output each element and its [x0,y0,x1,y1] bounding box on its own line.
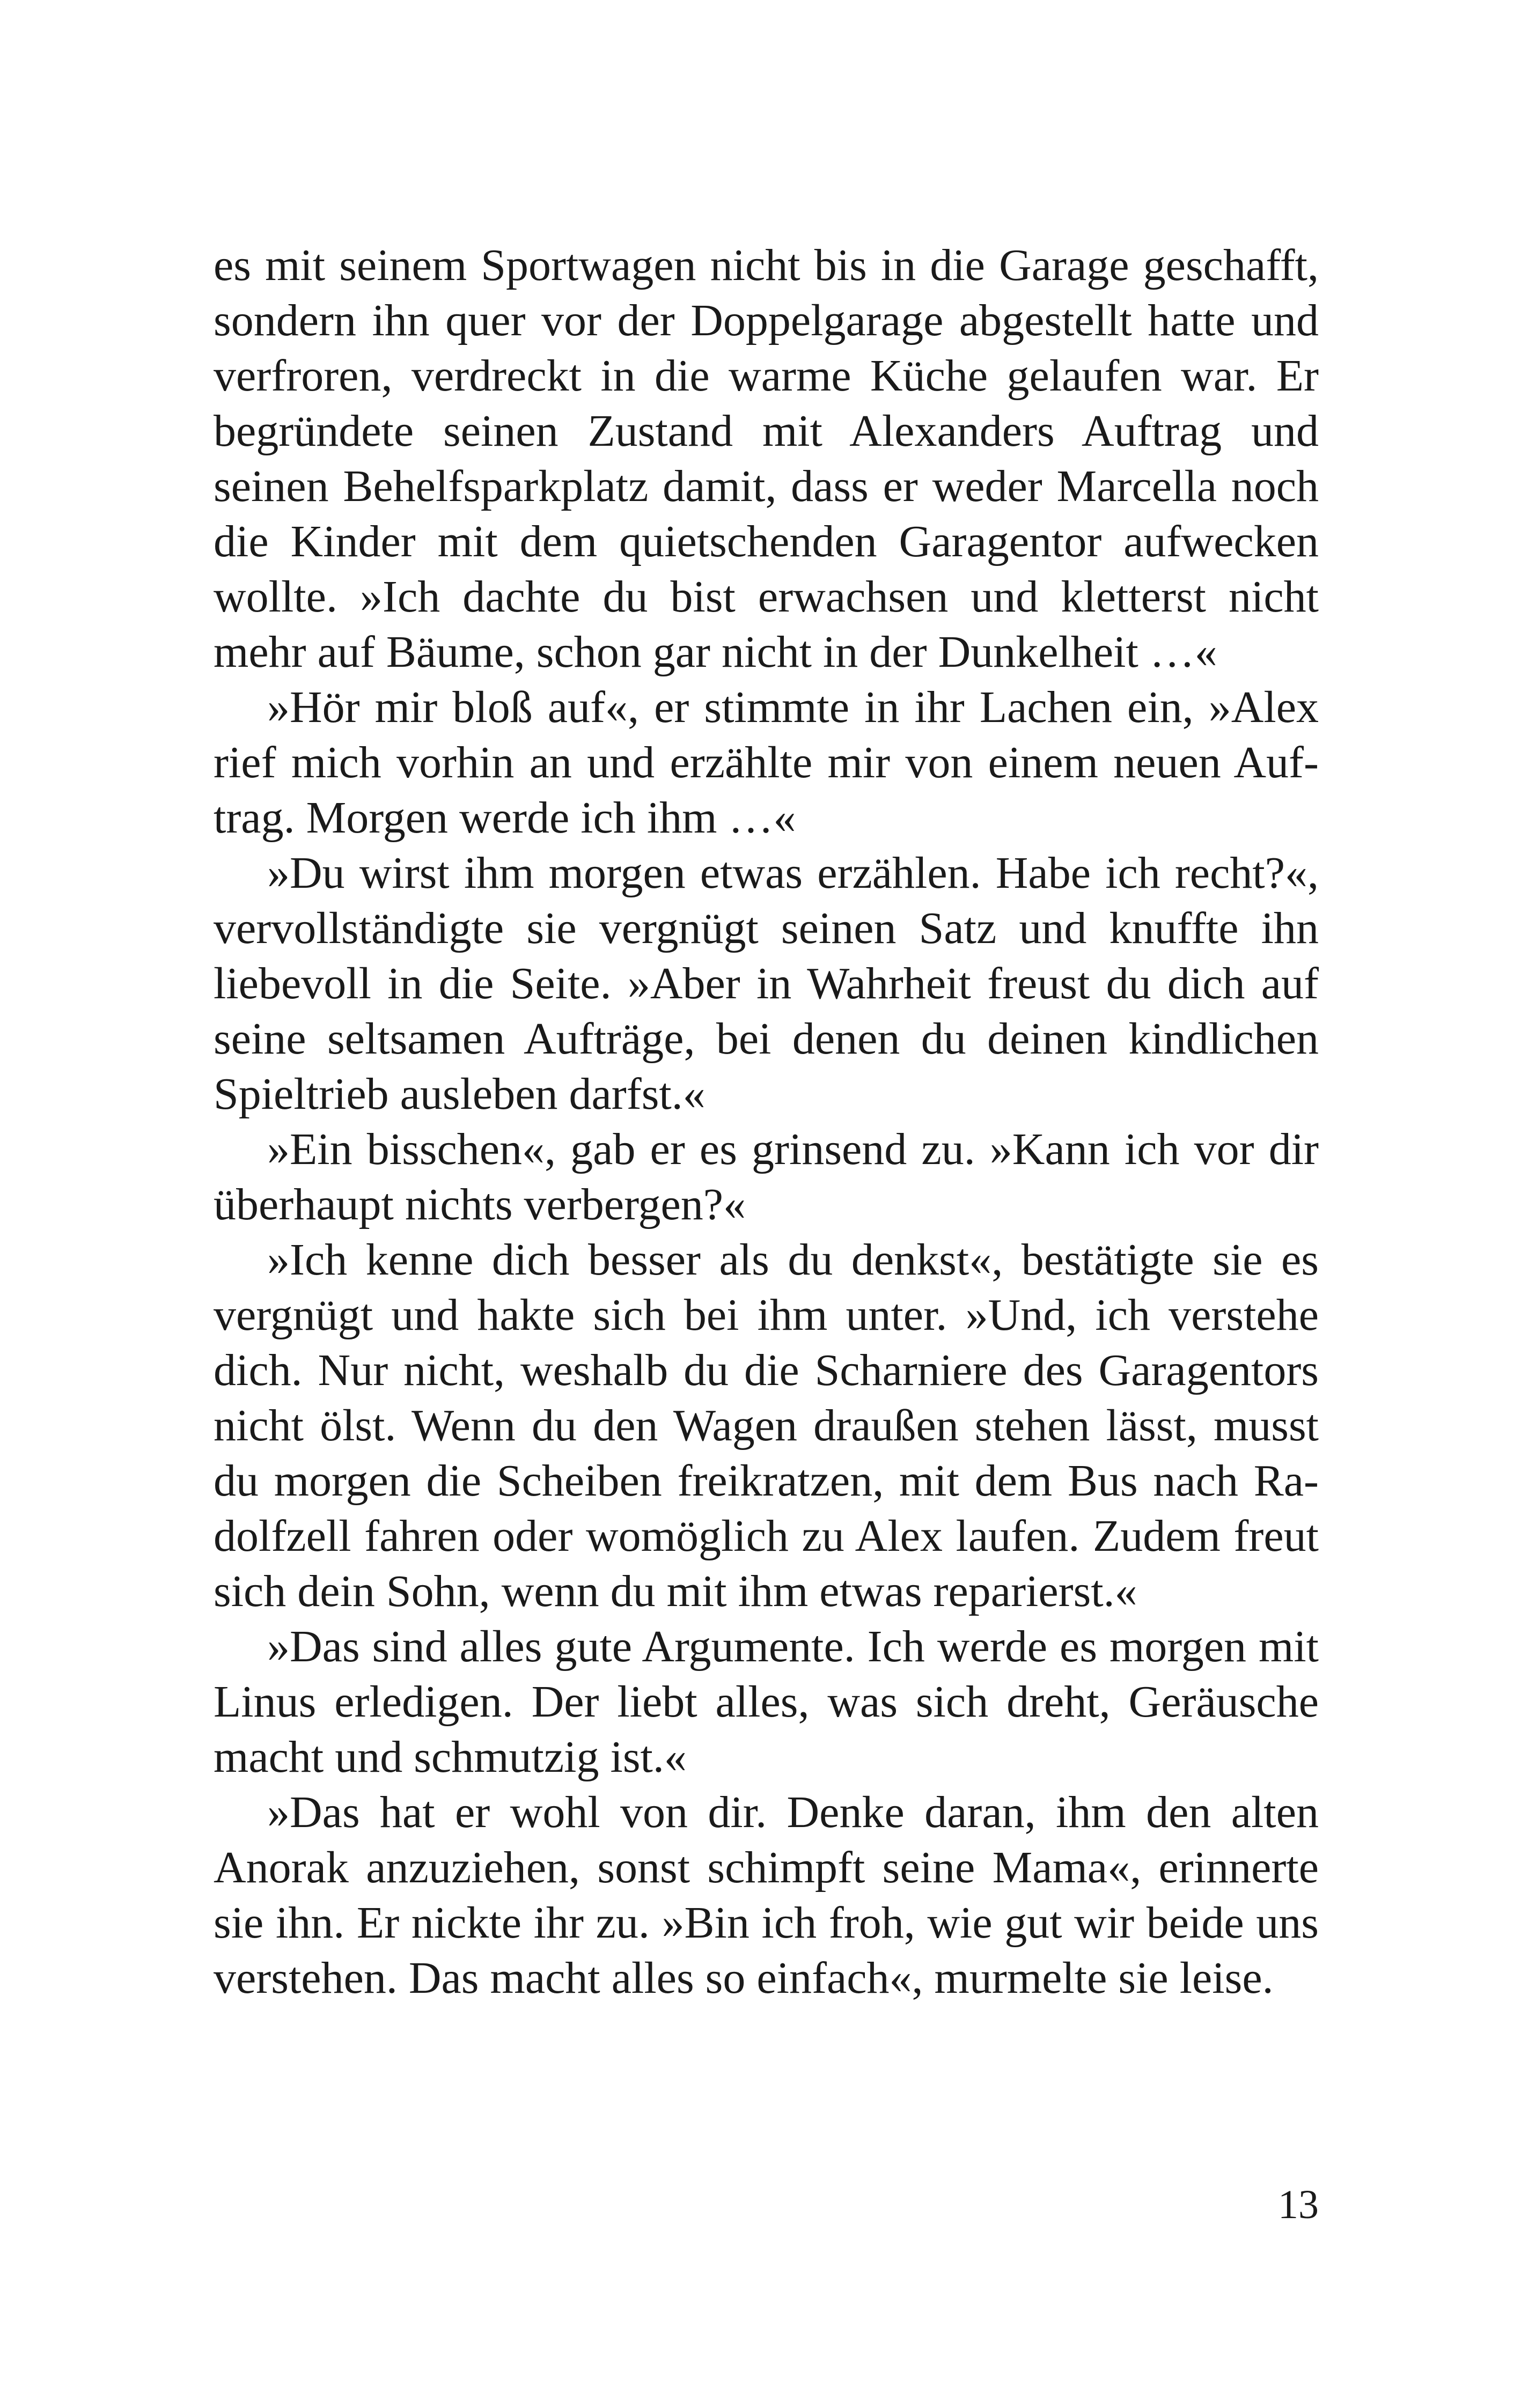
body-text [214,238,1319,2006]
paragraph-7: »Das hat er wohl von dir. Denke daran, ihm den alten Anorak anzuziehen, sonst schimpft seine Mama«, erinnerte sie ihn. Er nickte ihr zu. »Bin ich froh, wie gut wir beide uns verstehen. Das macht alles so einfach«, murmelte sie leise. [214,1787,1319,2003]
paragraph-4: »Ein bisschen«, gab er es grinsend zu. »Kann ich vor dir überhaupt nichts verbergen?« [214,1124,1319,1229]
paragraph-3: »Du wirst ihm morgen etwas erzählen. Habe ich recht?«, vervollständigte sie vergnügt seinen Satz und knuffte ihn liebevoll in die Seite. »Aber in Wahrheit freust du dich auf seine seltsamen Aufträge, bei denen du deinen kindlichen Spieltrieb ausleben darfst.« [214,848,1319,1119]
paragraph-1: es mit seinem Sportwagen nicht bis in die Garage geschafft, sondern ihn quer vor der Doppelgarage abgestellt hatte und verfroren, verdreckt in die warme Küche gelaufen war. Er begründete seinen Zustand mit Alexanders Auftrag und seinen Behelfsparkplatz damit, dass er weder Marcella noch die Kinder mit dem quietschenden Garagentor aufwecken wollte. »Ich dachte du bist erwachsen und kletterst nicht mehr auf Bäume, schon gar nicht in der Dunkelheit …« [214,240,1319,677]
paragraph-6: »Das sind alles gute Argumente. Ich werde es morgen mit Linus erledigen. Der liebt alles, was sich dreht, Geräusche macht und schmutzig ist.« [214,1622,1319,1782]
page-number: 13 [1278,2182,1319,2227]
paragraph-2: »Hör mir bloß auf«, er stimmte in ihr Lachen ein, »Alex rief mich vorhin an und erzählte mir von einem neuen Auftrag. Morgen werde ich ihm …« [214,682,1319,843]
paragraph-5: »Ich kenne dich besser als du denkst«, bestätigte sie es vergnügt und hakte sich bei ihm unter. »Und, ich verstehe dich. Nur nicht, weshalb du die Scharniere des Garagentors nicht ölst. Wenn du den Wagen draußen stehen lässt, musst du morgen die Scheiben freikratzen, mit dem Bus nach Radolfzell fahren oder womöglich zu Alex laufen. Zudem freut sich dein Sohn, wenn du mit ihm etwas reparierst.« [214,1235,1319,1616]
